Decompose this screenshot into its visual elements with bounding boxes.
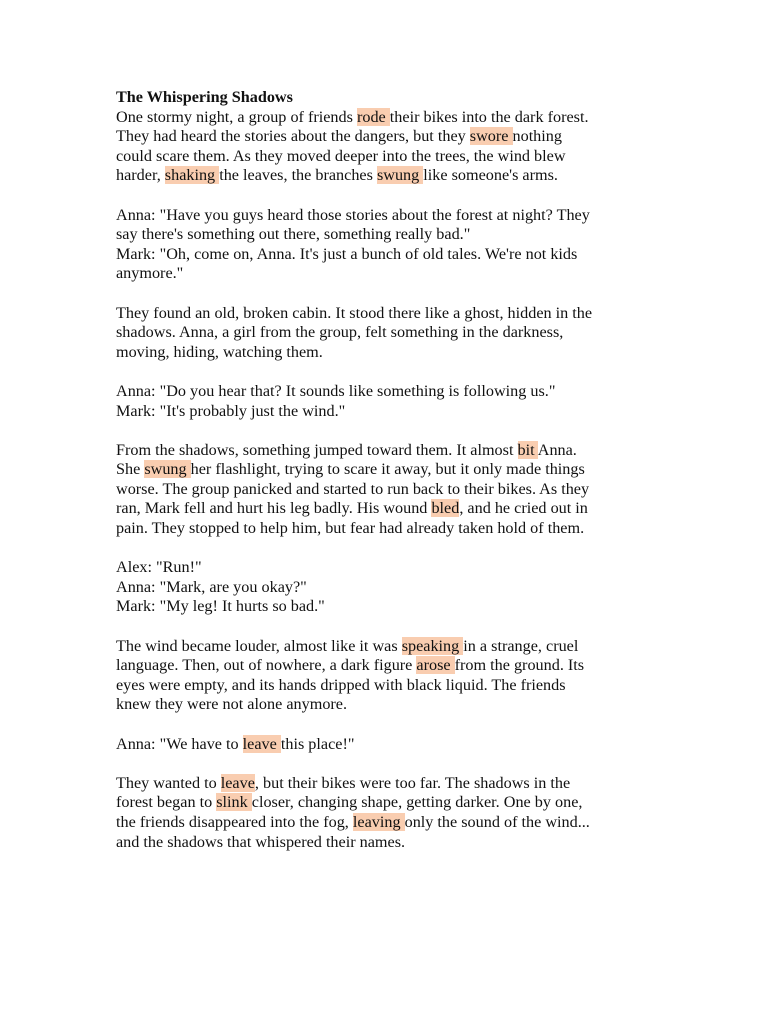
highlighted-word: shaking — [164, 166, 220, 185]
dialogue-line: say there's something out there, something really bad." — [116, 225, 471, 244]
text-line — [116, 441, 661, 461]
highlighted-word: leave — [220, 773, 255, 792]
dialogue-line: Anna: "Mark, are you okay?" — [116, 577, 307, 596]
highlighted-word: swung — [144, 460, 191, 479]
text-run: ran, Mark fell and hurt his leg badly. His wound — [116, 499, 432, 518]
highlighted-word: slink — [216, 793, 252, 812]
text-line: moving, hiding, watching them. — [116, 342, 323, 361]
text-run: language. Then, out of nowhere, a dark figure — [116, 656, 417, 675]
text-line — [116, 108, 661, 128]
text-run: nothing — [512, 127, 562, 146]
dialogue-line: Mark: "Oh, come on, Anna. It's just a bunch of old tales. We're not kids — [116, 244, 578, 263]
document-page — [116, 88, 661, 872]
text-run: the friends disappeared into the fog, — [116, 812, 353, 831]
text-run: They had heard the stories about the dangers, but they — [116, 127, 470, 146]
highlighted-word: swore — [469, 127, 513, 146]
text-run: in a strange, cruel — [463, 636, 579, 655]
text-run: her flashlight, trying to scare it away, but it only made things — [190, 460, 585, 479]
highlighted-word: bit — [517, 440, 538, 459]
text-run: Anna. — [537, 440, 577, 459]
text-run: , and he cried out in — [459, 499, 588, 518]
dialogue-line — [116, 735, 661, 755]
text-run: the leaves, the branches — [219, 166, 377, 185]
text-run: The wind became louder, almost like it was — [116, 636, 402, 655]
highlighted-word: speaking — [401, 636, 464, 655]
paragraph-5 — [116, 441, 661, 539]
text-line: worse. The group panicked and started to run back to their bikes. As they — [116, 479, 590, 498]
highlighted-word: leave — [242, 734, 281, 753]
dialogue-line: Anna: "Have you guys heard those stories about the forest at night? They — [116, 205, 590, 224]
text-line — [116, 637, 661, 657]
paragraph-1 — [116, 108, 661, 186]
paragraph-9 — [116, 774, 661, 852]
text-run: One stormy night, a group of friends — [116, 107, 357, 126]
text-run: They wanted to — [116, 773, 221, 792]
paragraph-2 — [116, 206, 661, 284]
highlighted-word: swung — [376, 166, 424, 185]
text-run: closer, changing shape, getting darker. One by one, — [251, 793, 583, 812]
text-line: pain. They stopped to help him, but fear had already taken hold of them. — [116, 519, 585, 538]
text-run: only the sound of the wind... — [404, 812, 590, 831]
paragraph-7 — [116, 637, 661, 715]
text-run: forest began to — [116, 793, 217, 812]
text-run: From the shadows, something jumped toward them. It almost — [116, 440, 518, 459]
highlighted-word: leaving — [352, 812, 405, 831]
text-line — [116, 656, 661, 676]
dialogue-line: Mark: "It's probably just the wind." — [116, 401, 346, 420]
text-line — [116, 127, 661, 147]
dialogue-line: Alex: "Run!" — [116, 558, 202, 577]
text-line: They found an old, broken cabin. It stood there like a ghost, hidden in the — [116, 303, 593, 322]
text-line: eyes were empty, and its hands dripped with black liquid. The friends — [116, 675, 566, 694]
text-run: She — [116, 460, 145, 479]
text-run: this place!" — [280, 734, 355, 753]
document-title: The Whispering Shadows — [116, 88, 293, 106]
text-run: Anna: "We have to — [116, 734, 243, 753]
highlighted-word: bled — [431, 499, 460, 518]
highlighted-word: rode — [356, 107, 390, 126]
text-line — [116, 460, 661, 480]
text-line — [116, 499, 661, 519]
text-line: and the shadows that whispered their names. — [116, 832, 406, 851]
text-run: harder, — [116, 166, 165, 185]
paragraph-4 — [116, 382, 661, 421]
text-line — [116, 166, 661, 186]
text-line: knew they were not alone anymore. — [116, 695, 348, 714]
text-line — [116, 793, 661, 813]
text-line: could scare them. As they moved deeper into the trees, the wind blew — [116, 146, 566, 165]
text-line: shadows. Anna, a girl from the group, felt something in the darkness, — [116, 323, 564, 342]
paragraph-8 — [116, 735, 661, 755]
text-run: like someone's arms. — [423, 166, 558, 185]
dialogue-line: Anna: "Do you hear that? It sounds like something is following us." — [116, 381, 556, 400]
text-line — [116, 813, 661, 833]
paragraph-6 — [116, 558, 661, 617]
dialogue-line: anymore." — [116, 264, 184, 283]
paragraph-3 — [116, 304, 661, 363]
text-line — [116, 774, 661, 794]
text-run: from the ground. Its — [454, 656, 585, 675]
dialogue-line: Mark: "My leg! It hurts so bad." — [116, 597, 325, 616]
text-run: their bikes into the dark forest. — [389, 107, 589, 126]
highlighted-word: arose — [416, 656, 455, 675]
text-run: , but their bikes were too far. The shadows in the — [254, 773, 571, 792]
